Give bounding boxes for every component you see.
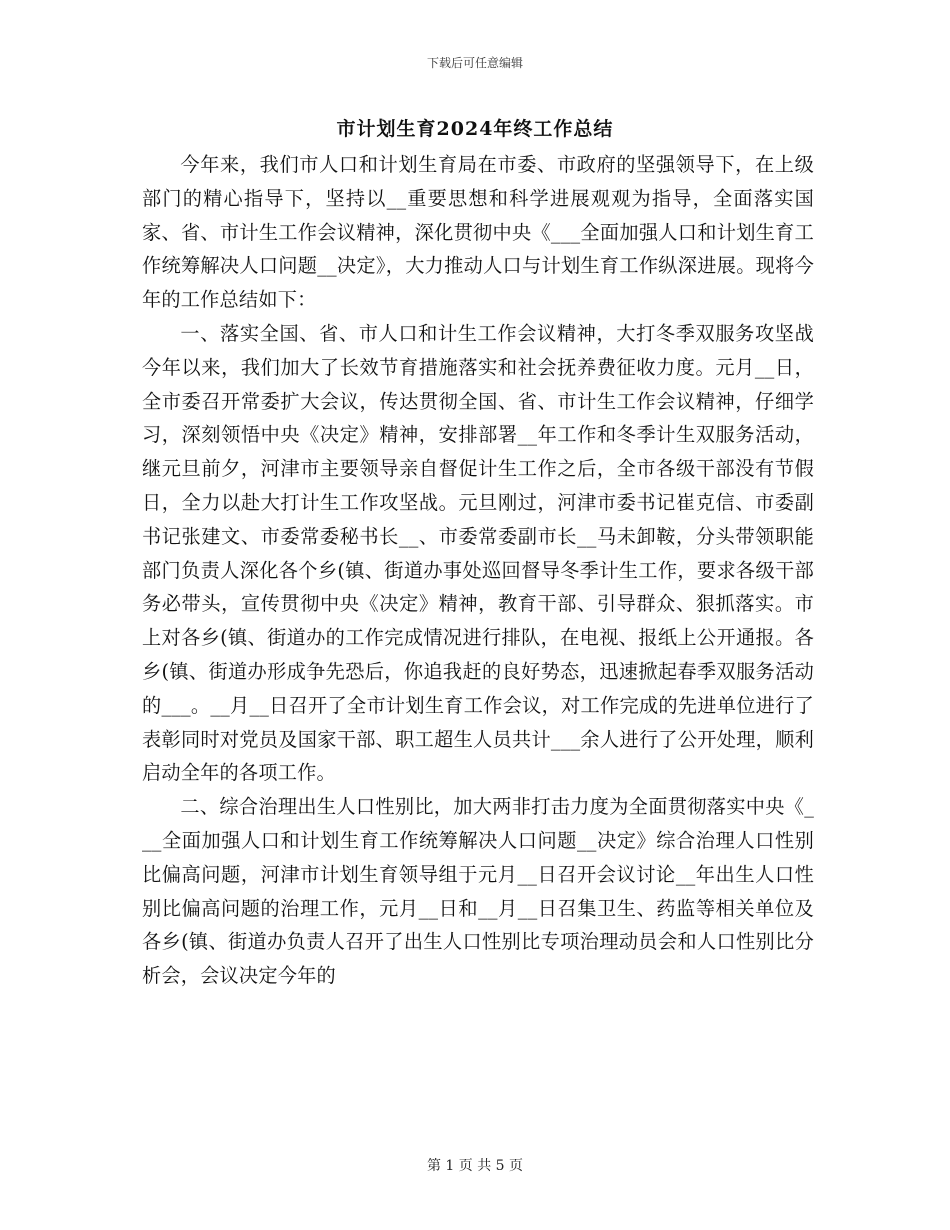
page-number-footer: 第 1 页 共 5 页	[426, 1158, 524, 1174]
paragraph-intro: 今年来，我们市人口和计划生育局在市委、市政府的坚强领导下，在上级部门的精心指导下，坚持以__重要思想和科学进展观观为指导，全面落实国家、省、市计生工作会议精神，深化贯彻中央《___全面加强人口和计划生育工作统筹解决人口问题__决定》，大力推动人口与计划生育工作纵深进展。现将今年的工作总结如下：	[142, 153, 814, 312]
document-title: 市计划生育2024年终工作总结	[336, 118, 614, 140]
document-body	[142, 148, 814, 993]
paragraph-section-two: 二、综合治理出生人口性别比，加大两非打击力度为全面贯彻落实中央《___全面加强人口和计划生育工作统筹解决人口问题__决定》综合治理人口性别比偏高问题，河津市计划生育领导组于元月__日召开会议讨论__年出生人口性别比偏高问题的治理工作，元月__日和__月__日召集卫生、药监等相关单位及各乡(镇、街道办负责人召开了出生人口性别比专项治理动员会和人口性别比分析会，会议决定今年的	[142, 795, 814, 988]
page-header-note: 下载后可任意编辑	[426, 56, 523, 70]
paragraph-section-one: 一、落实全国、省、市人口和计生工作会议精神，大打冬季双服务攻坚战今年以来，我们加大了长效节育措施落实和社会抚养费征收力度。元月__日，全市委召开常委扩大会议，传达贯彻全国、省、市计生工作会议精神，仔细学习，深刻领悟中央《决定》精神，安排部署__年工作和冬季计生双服务活动，继元旦前夕，河津市主要领导亲自督促计生工作之后，全市各级干部没有节假日，全力以赴大打计生工作攻坚战。元旦刚过，河津市委书记崔克信、市委副书记张建文、市委常委秘书长__、市委常委副市长__马未卸鞍，分头带领职能部门负责人深化各个乡(镇、街道办事处巡回督导冬季计生工作，要求各级干部务必带头，宣传贯彻中央《决定》精神，教育干部、引导群众、狠抓落实。市上对各乡(镇、街道办的工作完成情况进行排队，在电视、报纸上公开通报。各乡(镇、街道办形成争先恐后，你追我赶的良好势态，迅速掀起春季双服务活动的___。__月__日召开了全市计划生育工作会议，对工作完成的先进单位进行了表彰同时对党员及国家干部、职工超生人员共计___余人进行了公开处理，顺利启动全年的各项工作。	[142, 321, 814, 785]
